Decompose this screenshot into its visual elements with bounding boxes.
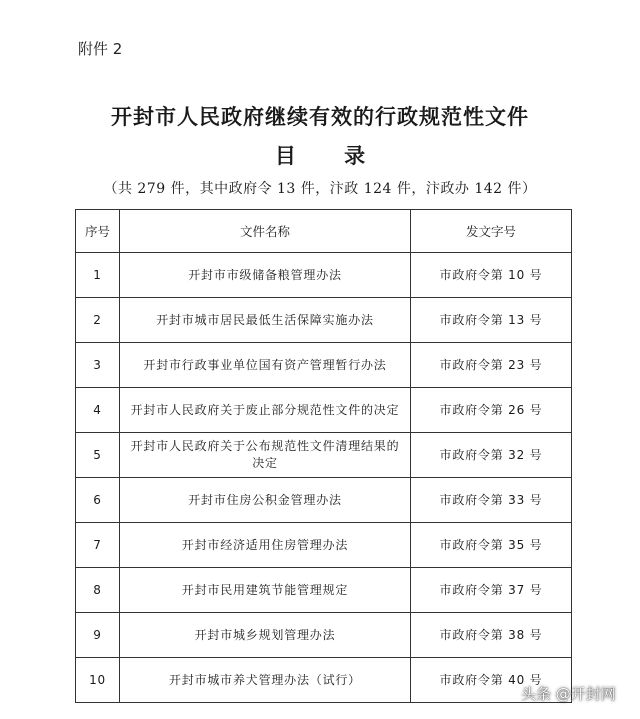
header-doc-code: 发文字号 <box>411 210 572 253</box>
row-number: 10 <box>76 658 120 703</box>
row-file-name: 开封市城乡规划管理办法 <box>120 613 411 658</box>
document-summary: （共 279 件，其中政府令 13 件，汴政 124 件，汴政办 142 件） <box>103 181 537 197</box>
table-row <box>76 568 572 613</box>
table-row <box>76 253 572 298</box>
row-doc-code: 市政府令第 37 号 <box>411 568 572 613</box>
row-number: 3 <box>76 343 120 388</box>
row-doc-code: 市政府令第 23 号 <box>411 343 572 388</box>
row-file-name: 开封市人民政府关于废止部分规范性文件的决定 <box>120 388 411 433</box>
row-doc-code: 市政府令第 32 号 <box>411 433 572 478</box>
row-doc-code: 市政府令第 35 号 <box>411 523 572 568</box>
document-table <box>75 209 572 703</box>
table-header-row <box>76 210 572 253</box>
row-number: 9 <box>76 613 120 658</box>
row-doc-code: 市政府令第 10 号 <box>411 253 572 298</box>
table-row <box>76 298 572 343</box>
table-row <box>76 433 572 478</box>
header-file-name: 文件名称 <box>120 210 411 253</box>
table-row <box>76 478 572 523</box>
table-row <box>76 613 572 658</box>
row-doc-code: 市政府令第 38 号 <box>411 613 572 658</box>
table-row <box>76 388 572 433</box>
row-number: 6 <box>76 478 120 523</box>
document-title: 开封市人民政府继续有效的行政规范性文件 <box>111 104 529 129</box>
attachment-label: 附件 2 <box>78 40 123 58</box>
row-number: 5 <box>76 433 120 478</box>
catalog-heading-char-2: 录 <box>344 143 366 168</box>
table-row <box>76 343 572 388</box>
row-file-name: 开封市民用建筑节能管理规定 <box>120 568 411 613</box>
row-number: 2 <box>76 298 120 343</box>
row-file-name: 开封市市级储备粮管理办法 <box>120 253 411 298</box>
row-file-name: 开封市人民政府关于公布规范性文件清理结果的决定 <box>120 433 411 478</box>
table-row <box>76 523 572 568</box>
row-number: 4 <box>76 388 120 433</box>
row-file-name: 开封市城市养犬管理办法（试行） <box>120 658 411 703</box>
table-row <box>76 658 572 703</box>
row-file-name: 开封市经济适用住房管理办法 <box>120 523 411 568</box>
row-number: 7 <box>76 523 120 568</box>
catalog-heading-char-1: 目 <box>274 143 296 168</box>
row-doc-code: 市政府令第 13 号 <box>411 298 572 343</box>
row-doc-code: 市政府令第 33 号 <box>411 478 572 523</box>
source-watermark: 头条 @开封网 <box>521 685 616 703</box>
row-number: 1 <box>76 253 120 298</box>
row-file-name: 开封市城市居民最低生活保障实施办法 <box>120 298 411 343</box>
row-file-name: 开封市行政事业单位国有资产管理暂行办法 <box>120 343 411 388</box>
catalog-heading <box>0 140 640 170</box>
row-doc-code: 市政府令第 26 号 <box>411 388 572 433</box>
row-doc-code: 市政府令第 40 号 <box>411 658 572 703</box>
header-number: 序号 <box>76 210 120 253</box>
row-number: 8 <box>76 568 120 613</box>
row-file-name: 开封市住房公积金管理办法 <box>120 478 411 523</box>
